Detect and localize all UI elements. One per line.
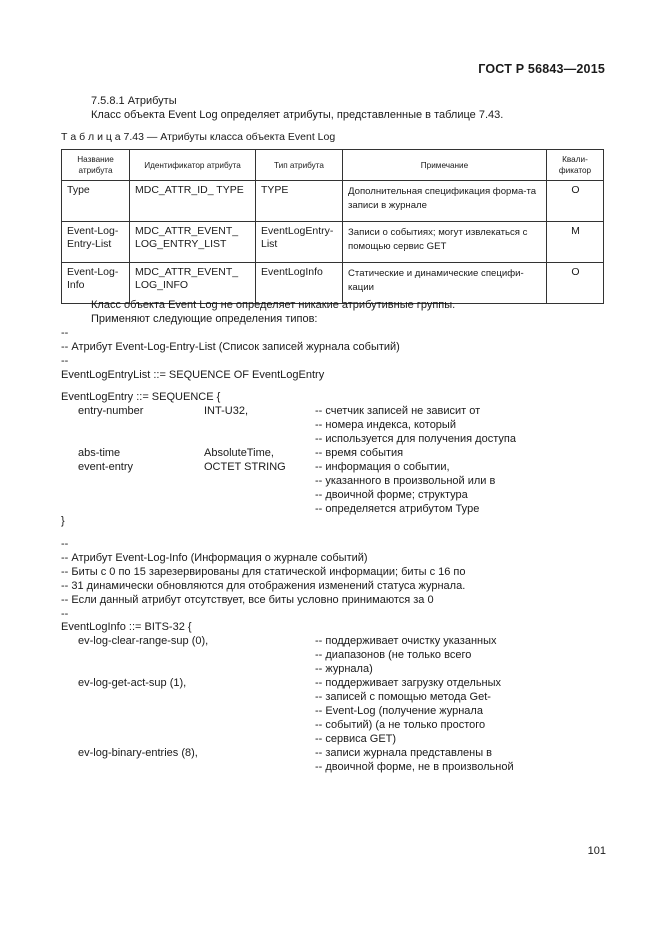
table-header-row bbox=[62, 150, 604, 181]
paragraph-attr-groups: Класс объекта Event Log не определяет никакие атрибутивные группы. bbox=[91, 299, 456, 311]
bit-comment: -- событий) (а не только простого bbox=[315, 719, 486, 731]
field-comment: -- указанного в произвольной или в bbox=[315, 475, 496, 487]
bit-comment: -- поддерживает очистку указанных bbox=[315, 635, 497, 647]
table-row bbox=[62, 222, 604, 263]
bit-comment: -- Event-Log (получение журнала bbox=[315, 705, 483, 717]
header-attribute-name: Название атрибута bbox=[62, 150, 130, 181]
cell-qualifier: O bbox=[547, 181, 604, 222]
field-name: event-entry bbox=[78, 461, 134, 473]
field-name: entry-number bbox=[78, 405, 144, 417]
table-caption: Т а б л и ц а 7.43 — Атрибуты класса объекта Event Log bbox=[61, 131, 336, 143]
field-comment: -- время события bbox=[315, 447, 404, 459]
bit-comment: -- диапазонов (не только всего bbox=[315, 649, 472, 661]
attributes-table bbox=[61, 149, 604, 304]
header-attribute-id: Идентификатор атрибута bbox=[130, 150, 256, 181]
field-comment: -- двоичной форме; структура bbox=[315, 489, 468, 501]
cell-id: MDC_ATTR_ID_ TYPE bbox=[130, 181, 256, 222]
field-comment: -- информация о событии, bbox=[315, 461, 450, 473]
code-line: -- bbox=[61, 608, 69, 620]
field-name: abs-time bbox=[78, 447, 121, 459]
field-comment: -- счетчик записей не зависит от bbox=[315, 405, 481, 417]
field-type: OCTET STRING bbox=[204, 461, 286, 473]
cell-type: TYPE bbox=[256, 181, 343, 222]
cell-name: Event-Log-Entry-List bbox=[62, 222, 130, 263]
code-line: EventLogEntry ::= SEQUENCE { bbox=[61, 391, 221, 403]
field-comment: -- номера индекса, который bbox=[315, 419, 456, 431]
cell-qualifier: O bbox=[547, 263, 604, 304]
cell-id: MDC_ATTR_EVENT_ LOG_ENTRY_LIST bbox=[130, 222, 256, 263]
bit-comment: -- поддерживает загрузку отдельных bbox=[315, 677, 502, 689]
cell-type: EventLogEntry-List bbox=[256, 222, 343, 263]
cell-note: Статические и динамические специфи-кации bbox=[343, 263, 547, 304]
cell-qualifier: M bbox=[547, 222, 604, 263]
bit-comment: -- записи журнала представлены в bbox=[315, 747, 493, 759]
table-row bbox=[62, 181, 604, 222]
cell-note: Записи о событиях; могут извлекаться с помощью сервис GET bbox=[343, 222, 547, 263]
code-line: -- 31 динамически обновляются для отображения изменений статуса журнала. bbox=[61, 580, 466, 592]
cell-id: MDC_ATTR_EVENT_ LOG_INFO bbox=[130, 263, 256, 304]
cell-type: EventLogInfo bbox=[256, 263, 343, 304]
field-comment: -- определяется атрибутом Type bbox=[315, 503, 480, 515]
code-line: -- bbox=[61, 538, 69, 550]
paragraph-type-defs: Применяют следующие определения типов: bbox=[91, 313, 318, 325]
cell-note: Дополнительная спецификация форма-та записи в журнале bbox=[343, 181, 547, 222]
bit-name: ev-log-get-act-sup (1), bbox=[78, 677, 187, 689]
section-intro: Класс объекта Event Log определяет атрибуты, представленные в таблице 7.43. bbox=[91, 109, 504, 121]
document-id: ГОСТ Р 56843—2015 bbox=[478, 62, 605, 76]
header-attribute-type: Тип атрибута bbox=[256, 150, 343, 181]
bit-comment: -- сервиса GET) bbox=[315, 733, 397, 745]
bit-comment: -- записей с помощью метода Get- bbox=[315, 691, 491, 703]
field-type: INT-U32, bbox=[204, 405, 249, 417]
bit-comment: -- двоичной форме, не в произвольной bbox=[315, 761, 514, 773]
code-line: } bbox=[61, 515, 65, 527]
header-qualifier: Квали-фикатор bbox=[547, 150, 604, 181]
code-line: -- Если данный атрибут отсутствует, все биты условно принимаются за 0 bbox=[61, 594, 434, 606]
code-line: -- bbox=[61, 327, 69, 339]
field-type: AbsoluteTime, bbox=[204, 447, 274, 459]
field-comment: -- используется для получения доступа bbox=[315, 433, 516, 445]
code-line: EventLogEntryList ::= SEQUENCE OF EventLogEntry bbox=[61, 369, 325, 381]
bit-comment: -- журнала) bbox=[315, 663, 373, 675]
code-line: EventLogInfo ::= BITS-32 { bbox=[61, 621, 192, 633]
cell-name: Event-Log-Info bbox=[62, 263, 130, 304]
code-line: -- Атрибут Event-Log-Entry-List (Список записей журнала событий) bbox=[61, 341, 400, 353]
page-number: 101 bbox=[587, 845, 606, 857]
bit-name: ev-log-clear-range-sup (0), bbox=[78, 635, 209, 647]
code-line: -- bbox=[61, 355, 69, 367]
bit-name: ev-log-binary-entries (8), bbox=[78, 747, 198, 759]
code-line: -- Атрибут Event-Log-Info (Информация о журнале событий) bbox=[61, 552, 368, 564]
cell-name: Type bbox=[62, 181, 130, 222]
code-line: -- Биты с 0 по 15 зарезервированы для статической информации; биты с 16 по bbox=[61, 566, 466, 578]
header-note: Примечание bbox=[343, 150, 547, 181]
section-heading: 7.5.8.1 Атрибуты bbox=[91, 95, 177, 107]
